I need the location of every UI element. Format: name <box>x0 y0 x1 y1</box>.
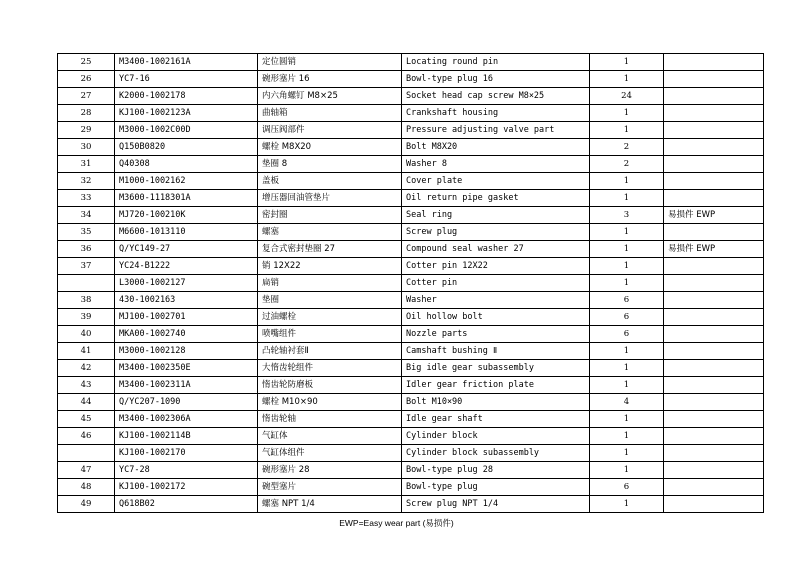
part-code-cell: YC7-16 <box>115 71 258 88</box>
item-number-cell <box>58 275 115 292</box>
part-name-english-cell: Seal ring <box>402 207 590 224</box>
part-name-english-cell: Idler gear friction plate <box>402 377 590 394</box>
remark-cell <box>664 156 764 173</box>
remark-cell <box>664 411 764 428</box>
remark-cell <box>664 309 764 326</box>
item-number-cell: 44 <box>58 394 115 411</box>
part-code-cell: M3400-1002350E <box>115 360 258 377</box>
quantity-cell: 1 <box>590 445 664 462</box>
remark-cell <box>664 54 764 71</box>
table-row <box>58 292 764 309</box>
quantity-cell: 1 <box>590 462 664 479</box>
part-name-english-cell: Locating round pin <box>402 54 590 71</box>
part-name-chinese-cell: 内六角螺钉 M8×25 <box>258 88 402 105</box>
quantity-cell: 1 <box>590 122 664 139</box>
item-number-cell: 39 <box>58 309 115 326</box>
part-code-cell: YC24-B1222 <box>115 258 258 275</box>
part-name-chinese-cell: 惰齿轮防磨板 <box>258 377 402 394</box>
remark-cell <box>664 139 764 156</box>
remark-cell <box>664 479 764 496</box>
part-code-cell: M3600-1118301A <box>115 190 258 207</box>
part-name-chinese-cell: 气缸体组件 <box>258 445 402 462</box>
part-name-chinese-cell: 气缸体 <box>258 428 402 445</box>
part-code-cell: KJ100-1002114B <box>115 428 258 445</box>
part-name-english-cell: Screw plug NPT 1/4 <box>402 496 590 513</box>
table-row <box>58 88 764 105</box>
table-row <box>58 343 764 360</box>
quantity-cell: 1 <box>590 377 664 394</box>
part-name-chinese-cell: 碗形塞片 28 <box>258 462 402 479</box>
item-number-cell: 48 <box>58 479 115 496</box>
part-code-cell: 430-1002163 <box>115 292 258 309</box>
item-number-cell: 35 <box>58 224 115 241</box>
item-number-cell: 34 <box>58 207 115 224</box>
quantity-cell: 1 <box>590 190 664 207</box>
table-row <box>58 207 764 224</box>
part-code-cell: YC7-28 <box>115 462 258 479</box>
table-row <box>58 258 764 275</box>
remark-cell <box>664 326 764 343</box>
part-code-cell: M3400-1002311A <box>115 377 258 394</box>
part-name-english-cell: Bowl-type plug <box>402 479 590 496</box>
part-name-chinese-cell: 密封圈 <box>258 207 402 224</box>
part-name-chinese-cell: 调压阀部件 <box>258 122 402 139</box>
remark-cell <box>664 173 764 190</box>
table-row <box>58 105 764 122</box>
part-name-english-cell: Oil return pipe gasket <box>402 190 590 207</box>
quantity-cell: 6 <box>590 309 664 326</box>
part-name-english-cell: Nozzle parts <box>402 326 590 343</box>
part-name-chinese-cell: 定位圆销 <box>258 54 402 71</box>
remark-cell <box>664 190 764 207</box>
quantity-cell: 1 <box>590 411 664 428</box>
part-code-cell: MJ720-100210K <box>115 207 258 224</box>
table-row <box>58 462 764 479</box>
item-number-cell: 47 <box>58 462 115 479</box>
item-number-cell: 49 <box>58 496 115 513</box>
part-name-english-cell: Bolt M8X20 <box>402 139 590 156</box>
quantity-cell: 6 <box>590 326 664 343</box>
remark-cell <box>664 88 764 105</box>
quantity-cell: 1 <box>590 258 664 275</box>
table-row <box>58 275 764 292</box>
remark-cell <box>664 275 764 292</box>
part-name-chinese-cell: 螺栓 M10×90 <box>258 394 402 411</box>
part-code-cell: K2000-1002178 <box>115 88 258 105</box>
footnote: EWP=Easy wear part (易损件) <box>339 518 454 528</box>
part-code-cell: Q/YC149-27 <box>115 241 258 258</box>
part-name-chinese-cell: 碗型塞片 <box>258 479 402 496</box>
quantity-cell: 1 <box>590 54 664 71</box>
table-row <box>58 360 764 377</box>
part-name-english-cell: Idle gear shaft <box>402 411 590 428</box>
part-name-chinese-cell: 销 12X22 <box>258 258 402 275</box>
table-row <box>58 173 764 190</box>
remark-cell: 易损件 EWP <box>664 241 764 258</box>
remark-cell: 易损件 EWP <box>664 207 764 224</box>
part-name-chinese-cell: 过油螺栓 <box>258 309 402 326</box>
part-name-chinese-cell: 螺栓 M8X20 <box>258 139 402 156</box>
part-code-cell: M3000-1002128 <box>115 343 258 360</box>
part-name-english-cell: Washer 8 <box>402 156 590 173</box>
table-row <box>58 71 764 88</box>
table-row <box>58 411 764 428</box>
item-number-cell: 31 <box>58 156 115 173</box>
item-number-cell: 42 <box>58 360 115 377</box>
part-name-chinese-cell: 喷嘴组件 <box>258 326 402 343</box>
part-name-chinese-cell: 螺塞 NPT 1/4 <box>258 496 402 513</box>
item-number-cell: 32 <box>58 173 115 190</box>
table-row <box>58 309 764 326</box>
remark-cell <box>664 343 764 360</box>
part-name-chinese-cell: 碗形塞片 16 <box>258 71 402 88</box>
part-name-english-cell: Compound seal washer 27 <box>402 241 590 258</box>
item-number-cell: 37 <box>58 258 115 275</box>
part-name-english-cell: Bowl-type plug 16 <box>402 71 590 88</box>
remark-cell <box>664 428 764 445</box>
quantity-cell: 6 <box>590 479 664 496</box>
item-number-cell: 27 <box>58 88 115 105</box>
part-code-cell: Q150B0820 <box>115 139 258 156</box>
part-name-chinese-cell: 螺塞 <box>258 224 402 241</box>
table-row <box>58 496 764 513</box>
remark-cell <box>664 258 764 275</box>
item-number-cell: 46 <box>58 428 115 445</box>
table-row <box>58 54 764 71</box>
item-number-cell: 38 <box>58 292 115 309</box>
table-row <box>58 156 764 173</box>
table-row <box>58 139 764 156</box>
part-code-cell: M1000-1002162 <box>115 173 258 190</box>
remark-cell <box>664 292 764 309</box>
table-row <box>58 190 764 207</box>
table-row <box>58 326 764 343</box>
quantity-cell: 1 <box>590 173 664 190</box>
remark-cell <box>664 360 764 377</box>
remark-cell <box>664 496 764 513</box>
part-code-cell: KJ100-1002170 <box>115 445 258 462</box>
part-name-chinese-cell: 垫圈 8 <box>258 156 402 173</box>
part-code-cell: KJ100-1002123A <box>115 105 258 122</box>
remark-cell <box>664 462 764 479</box>
item-number-cell: 36 <box>58 241 115 258</box>
item-number-cell: 26 <box>58 71 115 88</box>
part-name-english-cell: Bolt M10×90 <box>402 394 590 411</box>
part-name-english-cell: Cotter pin 12X22 <box>402 258 590 275</box>
parts-table <box>57 53 764 513</box>
remark-cell <box>664 122 764 139</box>
part-code-cell: M3000-1002C00D <box>115 122 258 139</box>
quantity-cell: 1 <box>590 71 664 88</box>
part-code-cell: L3000-1002127 <box>115 275 258 292</box>
quantity-cell: 1 <box>590 496 664 513</box>
part-name-english-cell: Crankshaft housing <box>402 105 590 122</box>
item-number-cell: 29 <box>58 122 115 139</box>
item-number-cell: 41 <box>58 343 115 360</box>
part-name-chinese-cell: 复合式密封垫圈 27 <box>258 241 402 258</box>
table-row <box>58 377 764 394</box>
quantity-cell: 1 <box>590 428 664 445</box>
table-row <box>58 428 764 445</box>
part-name-english-cell: Cylinder block <box>402 428 590 445</box>
quantity-cell: 1 <box>590 224 664 241</box>
part-name-chinese-cell: 盖板 <box>258 173 402 190</box>
part-name-chinese-cell: 大惰齿轮组件 <box>258 360 402 377</box>
item-number-cell: 28 <box>58 105 115 122</box>
part-name-english-cell: Cotter pin <box>402 275 590 292</box>
remark-cell <box>664 377 764 394</box>
part-code-cell: Q40308 <box>115 156 258 173</box>
item-number-cell <box>58 445 115 462</box>
part-name-english-cell: Big idle gear subassembly <box>402 360 590 377</box>
table-row <box>58 122 764 139</box>
part-code-cell: M3400-1002306A <box>115 411 258 428</box>
part-name-chinese-cell: 惰齿轮轴 <box>258 411 402 428</box>
part-name-english-cell: Oil hollow bolt <box>402 309 590 326</box>
remark-cell <box>664 445 764 462</box>
quantity-cell: 3 <box>590 207 664 224</box>
item-number-cell: 45 <box>58 411 115 428</box>
remark-cell <box>664 394 764 411</box>
part-code-cell: MKA00-1002740 <box>115 326 258 343</box>
table-row <box>58 394 764 411</box>
quantity-cell: 6 <box>590 292 664 309</box>
quantity-cell: 1 <box>590 360 664 377</box>
quantity-cell: 4 <box>590 394 664 411</box>
part-code-cell: M3400-1002161A <box>115 54 258 71</box>
remark-cell <box>664 71 764 88</box>
part-name-english-cell: Cover plate <box>402 173 590 190</box>
part-name-english-cell: Camshaft bushing Ⅱ <box>402 343 590 360</box>
part-name-english-cell: Washer <box>402 292 590 309</box>
item-number-cell: 25 <box>58 54 115 71</box>
remark-cell <box>664 105 764 122</box>
item-number-cell: 43 <box>58 377 115 394</box>
part-name-chinese-cell: 凸轮轴衬套Ⅱ <box>258 343 402 360</box>
part-name-english-cell: Bowl-type plug 28 <box>402 462 590 479</box>
item-number-cell: 33 <box>58 190 115 207</box>
part-name-english-cell: Screw plug <box>402 224 590 241</box>
part-name-english-cell: Socket head cap screw M8×25 <box>402 88 590 105</box>
quantity-cell: 2 <box>590 139 664 156</box>
quantity-cell: 1 <box>590 343 664 360</box>
item-number-cell: 30 <box>58 139 115 156</box>
part-name-english-cell: Pressure adjusting valve part <box>402 122 590 139</box>
quantity-cell: 1 <box>590 105 664 122</box>
part-code-cell: MJ100-1002701 <box>115 309 258 326</box>
part-name-chinese-cell: 扁销 <box>258 275 402 292</box>
parts-table-body <box>58 54 764 513</box>
table-row <box>58 479 764 496</box>
part-code-cell: Q618B02 <box>115 496 258 513</box>
table-row <box>58 241 764 258</box>
quantity-cell: 2 <box>590 156 664 173</box>
table-row <box>58 445 764 462</box>
part-name-chinese-cell: 垫圈 <box>258 292 402 309</box>
part-code-cell: KJ100-1002172 <box>115 479 258 496</box>
part-name-english-cell: Cylinder block subassembly <box>402 445 590 462</box>
table-row <box>58 224 764 241</box>
quantity-cell: 1 <box>590 275 664 292</box>
part-code-cell: Q/YC207-1090 <box>115 394 258 411</box>
part-code-cell: M6600-1013110 <box>115 224 258 241</box>
remark-cell <box>664 224 764 241</box>
quantity-cell: 1 <box>590 241 664 258</box>
part-name-chinese-cell: 增压器回油管垫片 <box>258 190 402 207</box>
item-number-cell: 40 <box>58 326 115 343</box>
quantity-cell: 24 <box>590 88 664 105</box>
part-name-chinese-cell: 曲轴箱 <box>258 105 402 122</box>
